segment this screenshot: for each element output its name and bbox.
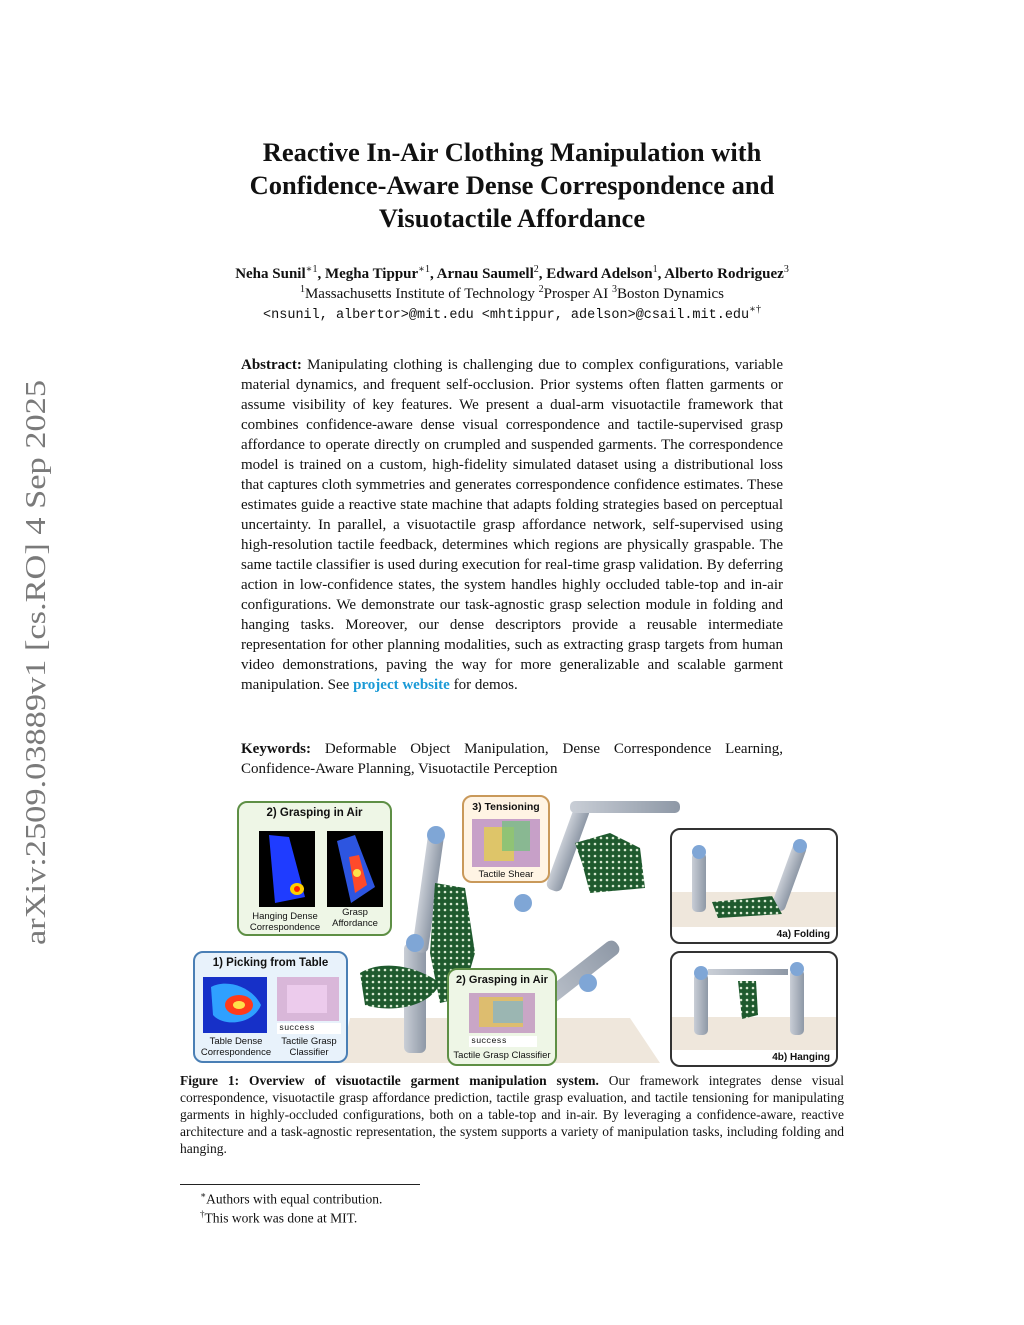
aff-sup: 1 xyxy=(299,284,305,295)
author-sup: 2 xyxy=(533,264,539,275)
status-success: success xyxy=(469,1036,537,1047)
affiliation-bd: Boston Dynamics xyxy=(616,286,725,302)
abstract xyxy=(241,355,783,695)
paper-title xyxy=(180,136,844,235)
right-robot-joint xyxy=(579,974,597,992)
author-sup: ∗1 xyxy=(305,264,318,275)
aff-sup: 3 xyxy=(611,284,617,295)
label-grasp-affordance: Grasp Affordance xyxy=(332,907,378,929)
table-garment xyxy=(360,966,440,1009)
panel-tensioning xyxy=(462,795,550,883)
tactile-shear-image xyxy=(464,817,548,867)
keywords-label: Keywords: xyxy=(241,741,311,757)
keywords-text: Deformable Object Manipulation, Dense Correspondence Learning, Confidence-Aware Planning, Visuotactile Perception xyxy=(241,741,783,777)
label-tactile-shear: Tactile Shear xyxy=(478,869,534,880)
emails xyxy=(180,304,844,326)
figure-caption xyxy=(180,1072,844,1157)
panel-grasping-in-air-mid xyxy=(447,968,557,1066)
title-line-2: Confidence-Aware Dense Correspondence and xyxy=(249,170,775,200)
arxiv-stamp-svg xyxy=(10,380,60,950)
author-sup: 1 xyxy=(652,264,658,275)
tactile-grasp-image xyxy=(449,991,555,1035)
author-name: Edward Adelson xyxy=(546,266,653,282)
panel-title: 1) Picking from Table xyxy=(212,957,329,969)
footnote-text: This work was done at MIT. xyxy=(204,1210,358,1226)
title-line-1: Reactive In-Air Clothing Manipulation with xyxy=(262,137,762,167)
affiliation-prosper: Prosper AI xyxy=(543,286,609,302)
caption-label: Figure 1: Overview of visuotactile garment manipulation system. xyxy=(180,1073,599,1088)
right-top-link xyxy=(570,801,680,813)
affiliation-mit: Massachusetts Institute of Technology xyxy=(304,286,535,302)
abstract-text: Manipulating clothing is challenging due to complex configurations, variable material dynamics, and frequent self-occlusion. Prior systems often flatten garments or assume visibility of key features. We present a dual-arm visuotactile framework that combines confidence-aware dense visual correspondence and tactile-supervised grasp affordance to operate directly on crumpled and suspended garments. The correspondence model is trained on a custom, high-fidelity simulated dataset using a distributional loss that captures cloth symmetries and generates correspondence confidence estimates. These estimates guide a reactive state machine that adapts folding strategies based on perceptual uncertainty. In parallel, a visuotactile grasp affordance network, self-supervised using high-resolution tactile feedback, determines which regions are physically graspable. The same tactile classifier is used during execution for real-time grasp validation. By deferring action in low-confidence states, the system handles highly occluded table-top and in-air configurations. We demonstrate our task-agnostic grasp selection module in folding and hanging tasks. Moreover, our dense descriptors provide a reusable intermediate representation for other planning modalities, such as extracting grasp targets from human video demonstrations, paving the way for more generalizable and scalable garment manipulation. See xyxy=(241,357,783,693)
label-table-dense-corr: Table Dense Correspondence xyxy=(200,1036,272,1058)
status-success: success xyxy=(277,1023,341,1034)
author-name: Neha Sunil xyxy=(235,266,306,282)
abstract-tail: for demos. xyxy=(453,677,518,693)
abstract-label: Abstract: xyxy=(241,357,302,373)
author-sup: ∗1 xyxy=(418,264,430,275)
footnote-rule xyxy=(180,1184,420,1185)
footnote-equal xyxy=(200,1187,382,1208)
left-robot-joint xyxy=(427,826,445,844)
right-robot-joint xyxy=(514,894,532,912)
footnote-sup: ∗ xyxy=(200,1190,207,1200)
folding-photo xyxy=(672,832,836,927)
author-sup: 3 xyxy=(783,264,789,275)
label-tactile-grasp-classifier: Tactile Grasp Classifier xyxy=(281,1036,337,1058)
panel-title: 4b) Hanging xyxy=(772,1052,830,1063)
held-sweater xyxy=(575,833,645,893)
label-tactile-grasp-classifier: Tactile Grasp Classifier xyxy=(453,1050,551,1061)
heatmap-images xyxy=(239,827,390,907)
figure-1 xyxy=(190,793,840,1068)
caption-text: Our framework integrates dense visual correspondence, visuotactile grasp affordance prediction, tactile grasp evaluation, and tactile tensioning for manipulating garments in highly-occluded configurations, both on a table-top and in-air. By leveraging a confidence-aware, reactive architecture and a task-agnostic representation, the system supports a variety of manipulation tasks, including folding and hanging. xyxy=(180,1073,845,1156)
email-sup: ∗† xyxy=(749,304,761,315)
left-robot-joint xyxy=(406,934,424,952)
project-website-link[interactable]: project website xyxy=(353,677,450,693)
keywords xyxy=(241,739,783,779)
panel-hanging xyxy=(670,951,838,1067)
email-text: <nsunil, albertor>@mit.edu <mhtippur, adelson>@csail.mit.edu xyxy=(263,308,750,323)
title-line-3: Visuotactile Affordance xyxy=(378,203,646,233)
author-name: Alberto Rodriguez xyxy=(664,266,784,282)
arxiv-id: arXiv:2509.03889v1 [cs.RO] 4 Sep 2025 xyxy=(20,468,52,945)
author-name: Megha Tippur xyxy=(324,266,419,282)
footnote-sup: † xyxy=(200,1209,205,1219)
aff-sup: 2 xyxy=(538,284,544,295)
panel-folding xyxy=(670,828,838,944)
panel-grasping-in-air-top xyxy=(237,801,392,936)
footnote-mit xyxy=(200,1206,357,1227)
arxiv-stamp xyxy=(10,380,60,950)
panel-title: 2) Grasping in Air xyxy=(266,807,363,819)
label-hanging-dense-corr: Hanging Dense Correspondence xyxy=(249,911,321,933)
author-name: Arnau Saumell xyxy=(436,266,534,282)
panel-title: 2) Grasping in Air xyxy=(456,974,548,986)
hanging-photo xyxy=(672,955,836,1050)
panel-title: 4a) Folding xyxy=(776,929,830,940)
author-names: Neha Sunil$^{∗1}$, Megha Tippur$^{∗1}$, Arnau Saumell$^2$, Edward Adelson$^1$, Alberto Rodriguez$^3$ xyxy=(235,264,789,282)
footnote-text: Authors with equal contribution. xyxy=(206,1191,383,1207)
panel-picking-from-table xyxy=(193,951,348,1063)
affiliations xyxy=(180,284,844,304)
panel-title: 3) Tensioning xyxy=(472,801,540,813)
author-block xyxy=(180,264,844,326)
